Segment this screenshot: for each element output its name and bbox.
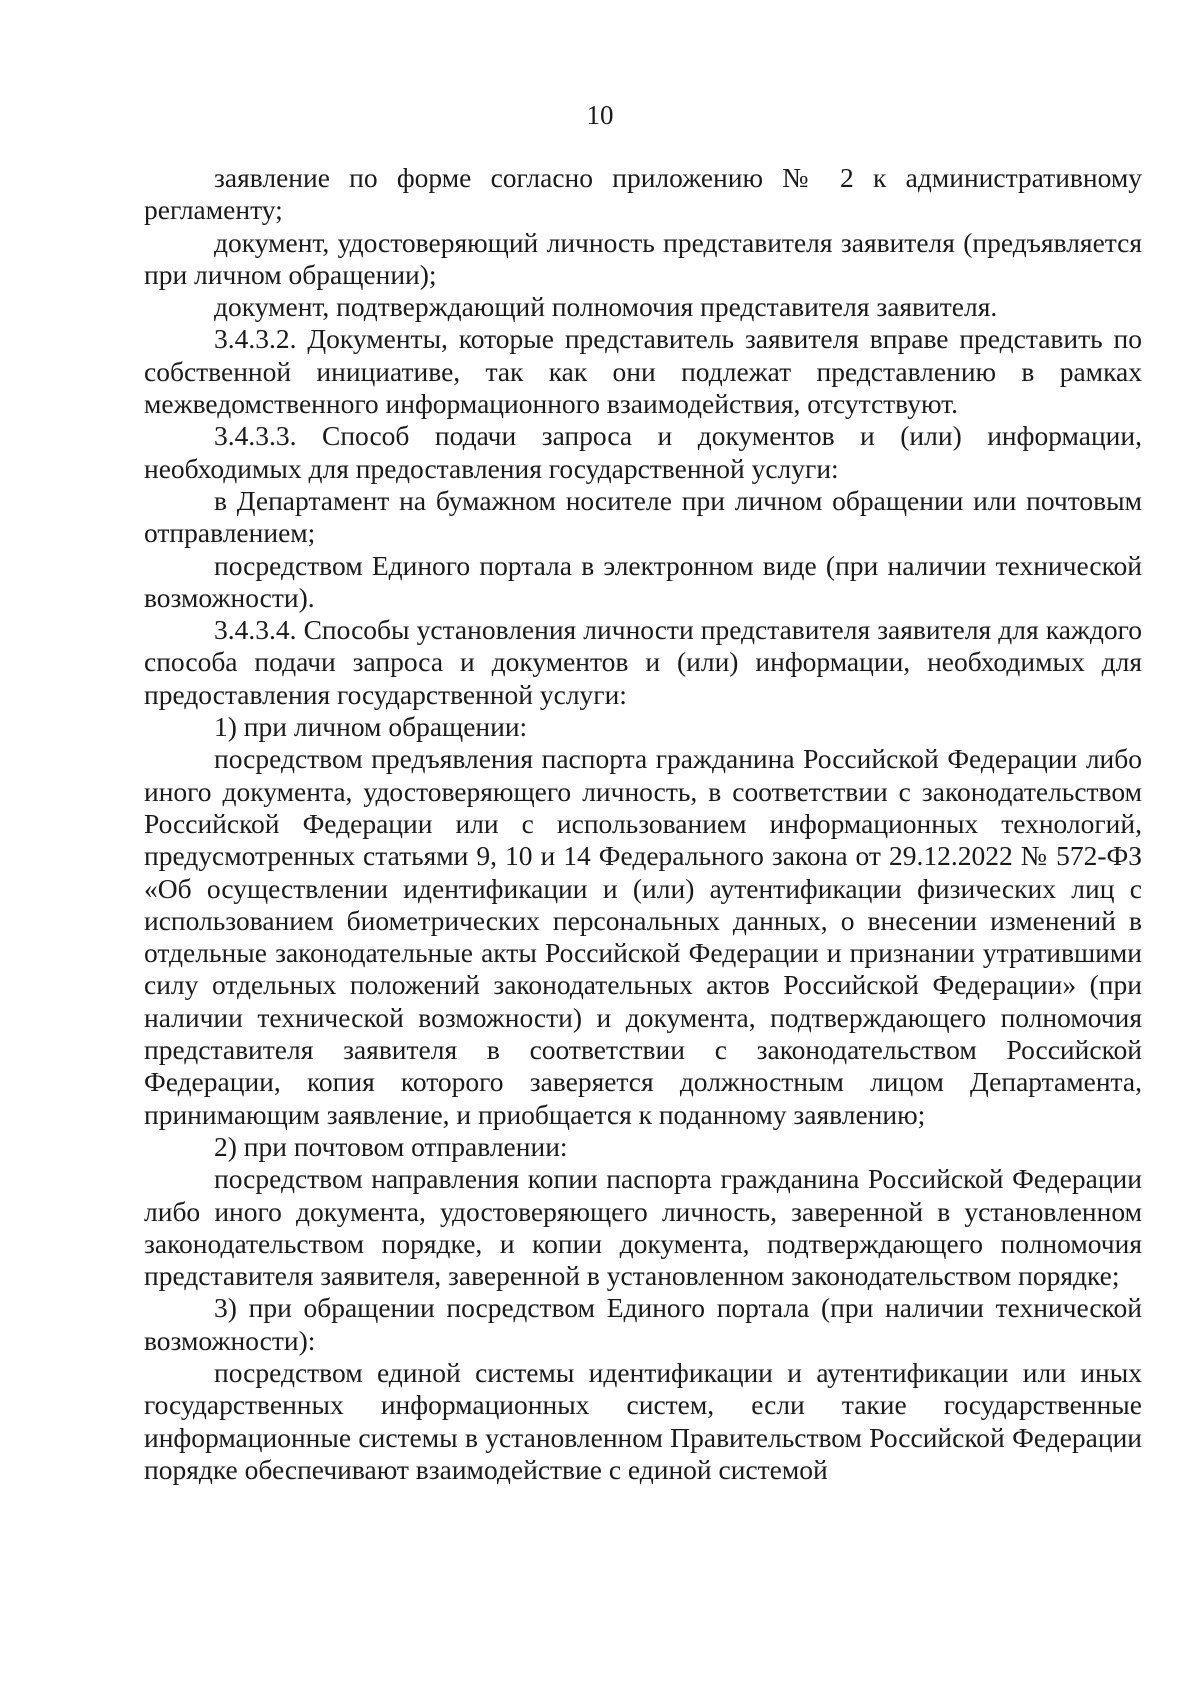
paragraph-paper-submission: в Департамент на бумажном носителе при личном обращении или почтовым отправлением; bbox=[144, 484, 1142, 549]
document-body bbox=[144, 162, 1142, 1486]
paragraph-in-person-identification: посредством предъявления паспорта гражданина Российской Федерации либо иного документа, удостоверяющего личность, в соответствии с законодательством Российской Федерации или с использованием информационных технологий, предусмотренных статьями 9, 10 и 14 Федерального закона от 29.12.2022 № 572-ФЗ «Об осуществлении идентификации и (или) аутентификации физических лиц с использованием биометрических персональных данных, о внесении изменений в отдельные законодательные акты Российской Федерации и признании утратившими силу отдельных положений законодательных актов Российской Федерации» (при наличии технической возможности) и документа, подтверждающего полномочия представителя заявителя в соответствии с законодательством Российской Федерации, копия которого заверяется должностным лицом Департамента, принимающим заявление, и приобщается к поданному заявлению; bbox=[144, 743, 1142, 1130]
paragraph-portal-submission: посредством Единого портала в электронном виде (при наличии технической возможности). bbox=[144, 549, 1142, 613]
paragraph-application-form: заявление по форме согласно приложению № 2 к административному регламенту; bbox=[144, 162, 1142, 226]
page-number: 10 bbox=[586, 100, 614, 130]
paragraph-postal-identification: посредством направления копии паспорта гражданина Российской Федерации либо иного документа, удостоверяющего личность, заверенной в установленном законодательством порядке, и копии документа, подтверждающего полномочия представителя заявителя, заверенной в установленном законодательством порядке; bbox=[144, 1163, 1142, 1292]
paragraph-3-4-3-2: 3.4.3.2. Документы, которые представитель заявителя вправе представить по собственной инициативе, так как они подлежат представлению в рамках межведомственного информационного взаимодействия, отсутствуют. bbox=[144, 323, 1142, 420]
paragraph-portal-identification: посредством единой системы идентификации и аутентификации или иных государственных информационных систем, если такие государственные информационные системы в установленном Правительством Российской Федерации порядке обеспечивают взаимодействие с единой системой bbox=[144, 1356, 1142, 1485]
paragraph-3-4-3-4: 3.4.3.4. Способы установления личности представителя заявителя для каждого способа подачи запроса и документов и (или) информации, необходимых для предоставления государственной услуги: bbox=[144, 614, 1142, 710]
list-item-1-heading: 1) при личном обращении: bbox=[214, 711, 528, 743]
paragraph-identity-document: документ, удостоверяющий личность представителя заявителя (предъявляется при личном обращении); bbox=[144, 226, 1142, 290]
list-item-2-heading: 2) при почтовом отправлении: bbox=[214, 1130, 568, 1162]
paragraph-3-4-3-3: 3.4.3.3. Способ подачи запроса и документов и (или) информации, необходимых для предоставления государственной услуги: bbox=[144, 420, 1142, 484]
list-item-3-heading: 3) при обращении посредством Единого портала (при наличии технической возможности): bbox=[144, 1292, 1142, 1356]
paragraph-authority-document: документ, подтверждающий полномочия представителя заявителя. bbox=[214, 291, 998, 323]
